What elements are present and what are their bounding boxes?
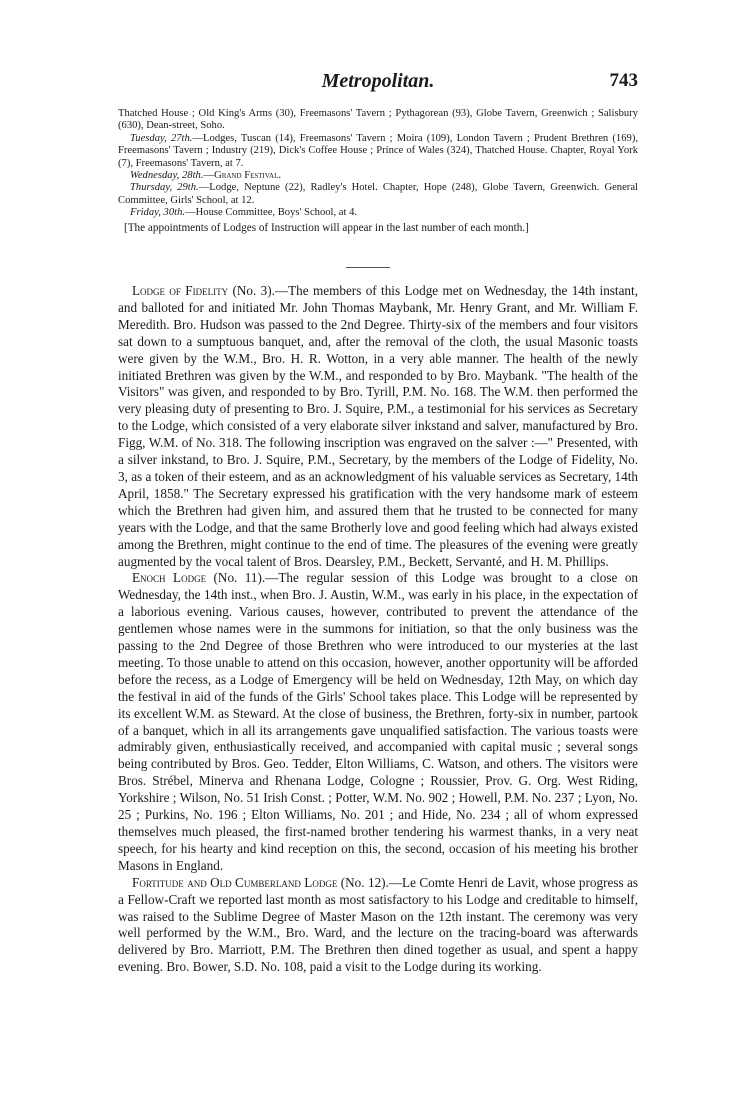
instruction-note: [The appointments of Lodges of Instruction will appear in the last number of each month.]	[124, 221, 529, 234]
day-label: Tuesday, 27th.	[130, 132, 193, 144]
paragraph-text: (No. 12).—Le Comte Henri de Lavit, whose progress as a Fellow-Craft we reported last month as most satisfactory to his Lodge and creditable to himself, was raised to the Sublime Degree of Master Mason on the 12th instant. The ceremony was very well performed by the W.M., Bro. Ward, and the lecture on the tracing-board was afterwards delivered by Bro. Marriott, P.M. The Brethren then dined together as usual, and spent a happy evening. Bro. Bower, S.D. No. 108, paid a visit to the Lodge during its working.	[118, 874, 638, 975]
paragraph-fortitude-lodge	[118, 875, 638, 976]
day-label: Thursday, 29th.	[130, 182, 199, 194]
section-divider	[346, 267, 390, 268]
paragraph-heading: Lodge of Fidelity	[132, 283, 229, 298]
day-text: —Grand Festival.	[203, 170, 281, 182]
day-text: —House Committee, Boys' School, at 4.	[185, 207, 358, 219]
paragraph-heading: Enoch Lodge	[132, 570, 207, 586]
listing-line-text: Thatched House ; Old King's Arms (30), Freemasons' Tavern ; Pythagorean (93), Globe Tavern, Greenwich ; Salisbury (630), Dean-street, Soho.	[118, 108, 638, 132]
listing-thursday	[118, 182, 638, 207]
day-text: —Lodge, Neptune (22), Radley's Hotel. Chapter, Hope (248), Globe Tavern, Greenwich. General Committee, Girls' School, at 12.	[118, 182, 638, 206]
running-title: Metropolitan.	[321, 70, 435, 92]
article-body	[118, 283, 638, 976]
day-label: Friday, 30th.	[130, 207, 186, 219]
listing-wednesday	[118, 170, 638, 182]
meetings-listing	[118, 108, 638, 234]
paragraph-text: (No. 3).—The members of this Lodge met on Wednesday, the 14th instant, and balloted for and initiated Mr. John Thomas Maybank, Mr. Henry Grant, and Mr. William F. Meredith. Bro. Hudson was passed to the 2nd Degree. Thirty-six of the members and four visitors sat down to a sumptuous banquet, and, after the removal of the cloth, the usual Masonic toasts were given by the W.M., Bro. H. R. Wotton, in a very able manner. The health of the newly initiated Brethren was given by the W.M., and responded to by Bro. Maybank. "The health of the Visitors" was given, and responded to by Bro. Tyrill, P.M. No. 168. The W.M. then performed the very pleasing duty of presenting to Bro. J. Squire, P.M., a testimonial for his services as Secretary to the Lodge, which consisted of a very elaborate silver inkstand and salver, manufactured by Bro. Figg, W.M. of No. 318. The following inscription was engraved on the salver :—" Presented, with a silver inkstand, to Bro. J. Squire, P.M., Secretary, by the members of the Lodge of Fidelity, No. 3, as a token of their esteem, and as an acknowledgment of his valuable services as Secretary, 14th April, 1858." The Secretary expressed his gratification with the very handsome mark of esteem which the Brethren had given him, and assured them that he trusted to be connected for many years with the Lodge, and that the same Brotherly love and good feeling which had always existed among the Brethren, might continue to the end of time. The pleasures of the evening were greatly augmented by the vocal talent of Bros. Dearsley, P.M., Beckett, Servanté, and H. M. Phillips.	[118, 283, 638, 569]
listing-line	[118, 108, 638, 133]
page-number: 743	[609, 70, 638, 91]
listing-tuesday	[118, 133, 638, 170]
paragraph-heading: Fortitude and Old Cumberland Lodge	[132, 874, 338, 890]
paragraph-text: (No. 11).—The regular session of this Lodge was brought to a close on Wednesday, the 14th inst., when Bro. J. Austin, W.M., was early in his place, in the expectation of a laborious evening. Various causes, however, contributed to prevent the attendance of the gentlemen whose names were in the summons for initiation, so that the only business was the passing to the 2nd Degree of those Brethren who were introduced to our mysteries at the last meeting. To those unable to attend on this occasion, however, another opportunity will be afforded before the recess, as a Lodge of Emergency will be held on Wednesday, 12th May, on which day the festival in aid of the funds of the Girls' School takes place. This Lodge will be represented by its excellent W.M. as Steward. At the close of business, the Brethren, forty-six in number, partook of a banquet, which in all its arrangements gave unqualified satisfaction. The various toasts were admirably given, enthusiastically received, and accompanied with capital music ; several songs being contributed by Bros. Geo. Tedder, Elton Williams, C. Watson, and others. The visitors were Bros. Strébel, Minerva and Rhenana Lodge, Cologne ; Roussier, Prov. G. Org. West Riding, Yorkshire ; Wilson, No. 51 Irish Const. ; Potter, W.M. No. 902 ; Howell, P.M. No. 237 ; Lyon, No. 25 ; Purkins, No. 196 ; Elton Williams, No. 201 ; and Hide, No. 234 ; all of whom expressed themselves much pleased, the first-named brother tendering his warmest thanks, in a very neat speech, for his hearty and kind reception on this, the second, occasion of his meeting his brother Masons in England.	[118, 570, 639, 873]
paragraph-enoch-lodge	[118, 570, 638, 874]
paragraph-lodge-of-fidelity	[118, 283, 638, 570]
page-header	[118, 70, 638, 100]
listing-friday	[118, 207, 638, 219]
day-label: Wednesday, 28th.	[130, 170, 204, 182]
day-text: —Lodges, Tuscan (14), Freemasons' Tavern ; Moira (109), London Tavern ; Prudent Brethren (169), Freemasons' Tavern ; Industry (219), Dick's Coffee House ; Prince of Wales (324), Thatched House. Chapter, Royal York (7), Freemasons' Tavern, at 7.	[118, 132, 638, 169]
